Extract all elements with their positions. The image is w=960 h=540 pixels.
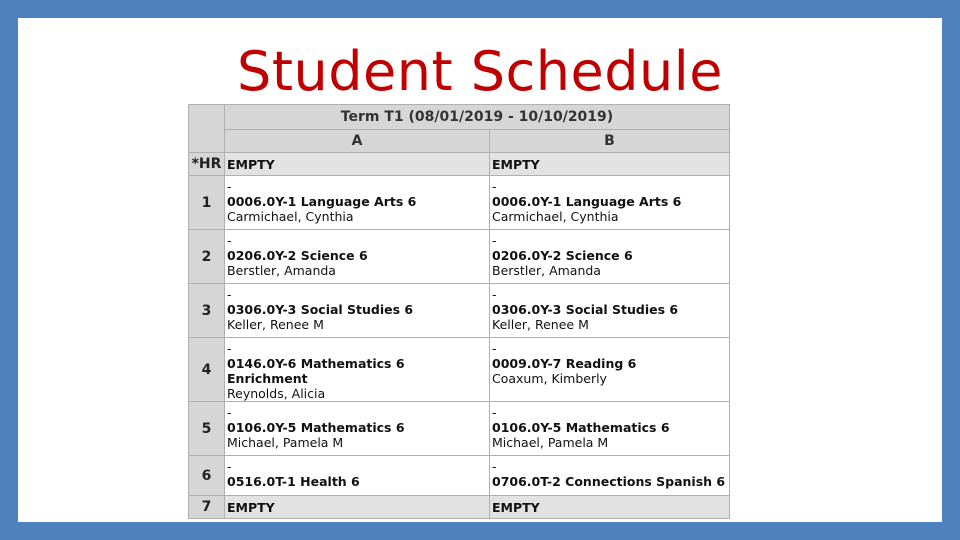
course-name: 0306.0Y-3 Social Studies 6 [227,302,414,317]
course-name: 0106.0Y-5 Mathematics 6 [492,420,670,435]
class-dash: - [492,405,497,420]
class-dash: - [492,341,497,356]
term-header-row [189,105,730,130]
schedule-row [189,230,730,284]
day-header-row [189,130,730,153]
class-cell-b [490,176,730,230]
class-dash: - [227,459,232,474]
class-dash: - [492,287,497,302]
teacher-name: Carmichael, Cynthia [492,209,619,224]
schedule-row [189,176,730,230]
class-dash: - [227,341,232,356]
period-label: 2 [189,230,225,284]
period-label: 5 [189,402,225,456]
teacher-name: Keller, Renee M [227,317,324,332]
class-dash: - [492,459,497,474]
class-cell-a [225,402,490,456]
period-label: 7 [189,496,225,519]
schedule-row [189,338,730,402]
class-cell-a [225,456,490,496]
period-label: 6 [189,456,225,496]
teacher-name: Reynolds, Alicia [227,386,326,401]
class-dash: - [227,287,232,302]
period-label: 4 [189,338,225,402]
class-cell-b [490,338,730,402]
class-dash: - [227,233,232,248]
slide [18,18,942,522]
corner-cell [189,105,225,153]
class-cell-a: EMPTY [225,153,490,176]
class-cell-a [225,230,490,284]
teacher-name: Michael, Pamela M [492,435,609,450]
period-label: 1 [189,176,225,230]
teacher-name: Carmichael, Cynthia [227,209,354,224]
teacher-name: Berstler, Amanda [492,263,601,278]
teacher-name: Michael, Pamela M [227,435,344,450]
class-dash: - [492,179,497,194]
schedule-row [189,456,730,496]
class-cell-b: EMPTY [490,496,730,519]
teacher-name: Berstler, Amanda [227,263,336,278]
course-name: 0009.0Y-7 Reading 6 [492,356,637,371]
page-title: Student Schedule [237,40,723,103]
class-cell-a [225,284,490,338]
course-name: 0006.0Y-1 Language Arts 6 [227,194,417,209]
course-name: 0106.0Y-5 Mathematics 6 [227,420,405,435]
schedule-row [189,153,730,176]
day-b-header: B [490,130,730,153]
class-cell-b: EMPTY [490,153,730,176]
term-header: Term T1 (08/01/2019 - 10/10/2019) [225,105,730,130]
course-name: 0306.0Y-3 Social Studies 6 [492,302,679,317]
course-name: 0516.0T-1 Health 6 [227,474,360,489]
period-label: 3 [189,284,225,338]
teacher-name: Keller, Renee M [492,317,589,332]
class-cell-a: EMPTY [225,496,490,519]
class-cell-a [225,338,490,402]
schedule-row [189,402,730,456]
course-name: 0206.0Y-2 Science 6 [492,248,633,263]
schedule-row [189,284,730,338]
class-cell-b [490,284,730,338]
schedule-table [188,104,730,519]
day-a-header: A [225,130,490,153]
teacher-name: Coaxum, Kimberly [492,371,607,386]
class-cell-a [225,176,490,230]
class-cell-b [490,456,730,496]
class-dash: - [492,233,497,248]
course-name: 0006.0Y-1 Language Arts 6 [492,194,682,209]
course-name: 0206.0Y-2 Science 6 [227,248,368,263]
course-name: 0146.0Y-6 Mathematics 6 Enrichment [227,356,405,386]
class-dash: - [227,179,232,194]
class-cell-b [490,230,730,284]
class-cell-b [490,402,730,456]
course-name: 0706.0T-2 Connections Spanish 6 [492,474,726,489]
class-dash: - [227,405,232,420]
period-label: *HR [189,153,225,176]
schedule-row [189,496,730,519]
